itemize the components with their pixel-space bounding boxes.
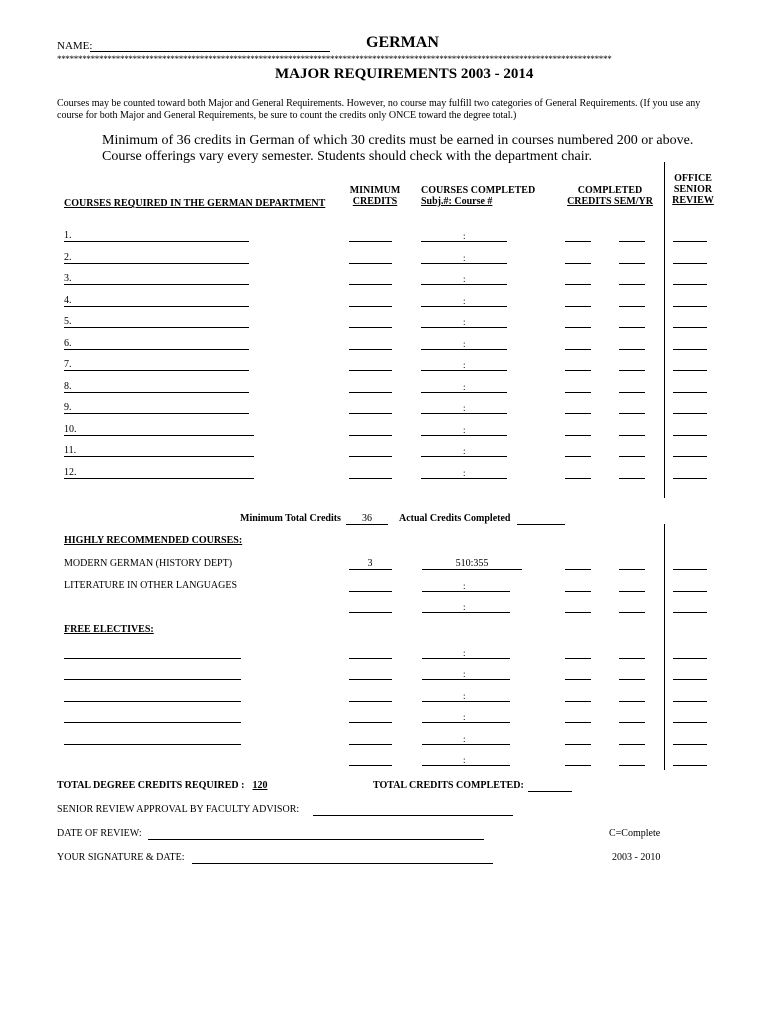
row-5-course-field[interactable] bbox=[421, 327, 507, 328]
intro-note-line2: course for both Major and General Requirements, be sure to count the credits only ONCE toward the degree total.) bbox=[57, 110, 517, 121]
literature-row-1-office-review-field[interactable] bbox=[673, 591, 707, 592]
elective-row-4-course-name-field[interactable] bbox=[64, 722, 241, 723]
row-4-course-name-field[interactable] bbox=[64, 306, 249, 307]
name-field[interactable] bbox=[90, 51, 330, 52]
row-3-course-name-field[interactable] bbox=[64, 284, 249, 285]
row-2-number: 2. bbox=[64, 251, 72, 263]
row-12-course-name-field[interactable] bbox=[64, 478, 254, 479]
row-12-number: 12. bbox=[64, 466, 77, 478]
row-12-sem-yr-field[interactable] bbox=[619, 478, 645, 479]
elective-row-4-office-review-field[interactable] bbox=[673, 722, 707, 723]
row-10-course-field[interactable] bbox=[421, 435, 507, 436]
row-9-separator: : bbox=[463, 403, 466, 413]
elective-row-3-credits-completed-field[interactable] bbox=[565, 701, 591, 702]
elective-row-2-course-name-field[interactable] bbox=[64, 679, 241, 680]
row-8-number: 8. bbox=[64, 380, 72, 392]
row-10-separator: : bbox=[463, 424, 466, 435]
signature-date-field[interactable] bbox=[192, 863, 493, 864]
courses-required-header: COURSES REQUIRED IN THE GERMAN DEPARTMENT bbox=[64, 198, 326, 209]
modern-german-credits-line bbox=[349, 569, 392, 570]
row-2-min-credits-field[interactable] bbox=[349, 263, 392, 264]
row-5-credits-completed-field[interactable] bbox=[565, 327, 591, 328]
row-6-separator: : bbox=[463, 338, 466, 349]
elective-row-5-min-credits-field[interactable] bbox=[349, 744, 392, 745]
row-11-course-field[interactable] bbox=[421, 456, 507, 457]
elective-row-2-office-review-field[interactable] bbox=[673, 679, 707, 680]
row-8-separator: : bbox=[463, 381, 466, 392]
total-credits-completed-field[interactable] bbox=[528, 791, 572, 792]
literature-row-2-separator: : bbox=[463, 602, 466, 612]
row-1-separator: : bbox=[463, 231, 466, 241]
elective-row-5-separator: : bbox=[463, 734, 466, 744]
row-6-sem-yr-field[interactable] bbox=[619, 349, 645, 350]
elective-row-6-credits-completed-field[interactable] bbox=[565, 765, 591, 766]
row-11-sem-yr-field[interactable] bbox=[619, 456, 645, 457]
row-8-credits-completed-field[interactable] bbox=[565, 392, 591, 393]
elective-row-5-course-name-field[interactable] bbox=[64, 744, 241, 745]
row-4-sem-yr-field[interactable] bbox=[619, 306, 645, 307]
elective-row-3-office-review-field[interactable] bbox=[673, 701, 707, 702]
row-11-office-review-field[interactable] bbox=[673, 456, 707, 457]
row-1-min-credits-field[interactable] bbox=[349, 241, 392, 242]
date-of-review-field[interactable] bbox=[148, 839, 484, 840]
office-column-rule bbox=[664, 162, 665, 498]
row-1-sem-yr-field[interactable] bbox=[619, 241, 645, 242]
elective-row-2-credits-completed-field[interactable] bbox=[565, 679, 591, 680]
row-6-course-name-field[interactable] bbox=[64, 349, 249, 350]
elective-row-1-sem-yr-field[interactable] bbox=[619, 658, 645, 659]
row-3-number: 3. bbox=[64, 273, 72, 284]
row-1-course-field[interactable] bbox=[421, 241, 507, 242]
elective-row-4-separator: : bbox=[463, 712, 466, 722]
row-6-office-review-field[interactable] bbox=[673, 349, 707, 350]
row-9-office-review-field[interactable] bbox=[673, 413, 707, 414]
legend-complete: C=Complete bbox=[609, 828, 661, 839]
row-10-min-credits-field[interactable] bbox=[349, 435, 392, 436]
elective-row-3-min-credits-field[interactable] bbox=[349, 701, 392, 702]
row-4-course-field[interactable] bbox=[421, 306, 507, 307]
row-8-sem-yr-field[interactable] bbox=[619, 392, 645, 393]
literature-row-2-credits-completed-field[interactable] bbox=[565, 612, 591, 613]
row-8-course-name-field[interactable] bbox=[64, 392, 249, 393]
literature-label: LITERATURE IN OTHER LANGUAGES bbox=[64, 580, 238, 591]
row-10-credits-completed-field[interactable] bbox=[565, 435, 591, 436]
literature-row-2-sem-yr-field[interactable] bbox=[619, 612, 645, 613]
row-6-course-field[interactable] bbox=[421, 349, 507, 350]
row-2-separator: : bbox=[463, 252, 466, 263]
elective-row-6-office-review-field[interactable] bbox=[673, 765, 707, 766]
row-12-separator: : bbox=[463, 467, 466, 478]
elective-row-4-credits-completed-field[interactable] bbox=[565, 722, 591, 723]
row-10-number: 10. bbox=[64, 423, 77, 435]
modern-german-credits: 3 bbox=[367, 558, 373, 569]
row-4-min-credits-field[interactable] bbox=[349, 306, 392, 307]
row-3-credits-completed-field[interactable] bbox=[565, 284, 591, 285]
elective-row-2-sem-yr-field[interactable] bbox=[619, 679, 645, 680]
star-divider: ************************************************************************************************************************************ bbox=[57, 54, 612, 64]
minimum-total-credits-label: Minimum Total Credits bbox=[240, 513, 341, 524]
row-9-sem-yr-field[interactable] bbox=[619, 413, 645, 414]
row-11-credits-completed-field[interactable] bbox=[565, 456, 591, 457]
row-12-credits-completed-field[interactable] bbox=[565, 478, 591, 479]
literature-row-1-sem-yr-field[interactable] bbox=[619, 591, 645, 592]
office-column-rule-lower bbox=[664, 524, 665, 770]
row-7-min-credits-field[interactable] bbox=[349, 370, 392, 371]
minimum-note-line2: Course offerings vary every semester. Students should check with the department chair. bbox=[102, 149, 592, 164]
row-3-separator: : bbox=[463, 274, 466, 284]
row-7-separator: : bbox=[463, 360, 466, 370]
row-9-min-credits-field[interactable] bbox=[349, 413, 392, 414]
row-6-min-credits-field[interactable] bbox=[349, 349, 392, 350]
elective-row-6-course-field[interactable] bbox=[422, 765, 510, 766]
row-10-office-review-field[interactable] bbox=[673, 435, 707, 436]
row-9-number: 9. bbox=[64, 402, 72, 413]
literature-row-1-course-field[interactable] bbox=[422, 591, 510, 592]
modern-german-office-review[interactable] bbox=[673, 569, 707, 570]
row-4-credits-completed-field[interactable] bbox=[565, 306, 591, 307]
elective-row-2-min-credits-field[interactable] bbox=[349, 679, 392, 680]
row-7-office-review-field[interactable] bbox=[673, 370, 707, 371]
elective-row-2-course-field[interactable] bbox=[422, 679, 510, 680]
minimum-total-underline bbox=[346, 524, 388, 525]
row-1-credits-completed-field[interactable] bbox=[565, 241, 591, 242]
row-11-number: 11. bbox=[64, 445, 77, 456]
row-4-office-review-field[interactable] bbox=[673, 306, 707, 307]
row-3-sem-yr-field[interactable] bbox=[619, 284, 645, 285]
literature-row-2-course-field[interactable] bbox=[422, 612, 510, 613]
senior-review-approval-label: SENIOR REVIEW APPROVAL BY FACULTY ADVISOR: bbox=[57, 804, 300, 815]
elective-row-1-course-name-field[interactable] bbox=[64, 658, 241, 659]
total-degree-credits-value: 120 bbox=[252, 780, 268, 791]
literature-row-2-min-credits-field[interactable] bbox=[349, 612, 392, 613]
elective-row-5-credits-completed-field[interactable] bbox=[565, 744, 591, 745]
row-3-min-credits-field[interactable] bbox=[349, 284, 392, 285]
modern-german-course-line bbox=[422, 569, 522, 570]
elective-row-1-office-review-field[interactable] bbox=[673, 658, 707, 659]
intro-note-line1: Courses may be counted toward both Major and General Requirements. However, no course may fulfill two categories of General Requirements. (If you use any bbox=[57, 98, 701, 109]
row-7-credits-completed-field[interactable] bbox=[565, 370, 591, 371]
row-2-course-name-field[interactable] bbox=[64, 263, 249, 264]
elective-row-5-office-review-field[interactable] bbox=[673, 744, 707, 745]
row-11-course-name-field[interactable] bbox=[64, 456, 254, 457]
elective-row-4-min-credits-field[interactable] bbox=[349, 722, 392, 723]
elective-row-6-separator: : bbox=[463, 755, 466, 765]
row-7-number: 7. bbox=[64, 359, 72, 370]
modern-german-credits-completed[interactable] bbox=[565, 569, 591, 570]
actual-credits-field[interactable] bbox=[517, 524, 565, 525]
elective-row-2-separator: : bbox=[463, 669, 466, 679]
row-12-course-field[interactable] bbox=[421, 478, 507, 479]
elective-row-4-course-field[interactable] bbox=[422, 722, 510, 723]
elective-row-3-course-name-field[interactable] bbox=[64, 701, 241, 702]
modern-german-sem-yr[interactable] bbox=[619, 569, 645, 570]
row-1-number: 1. bbox=[64, 230, 72, 241]
completed-credits-header: COMPLETED CREDITS SEM/YR bbox=[567, 185, 653, 207]
row-8-office-review-field[interactable] bbox=[673, 392, 707, 393]
row-8-course-field[interactable] bbox=[421, 392, 507, 393]
elective-row-5-sem-yr-field[interactable] bbox=[619, 744, 645, 745]
actual-credits-label: Actual Credits Completed bbox=[399, 513, 511, 524]
row-9-credits-completed-field[interactable] bbox=[565, 413, 591, 414]
row-5-min-credits-field[interactable] bbox=[349, 327, 392, 328]
elective-row-6-min-credits-field[interactable] bbox=[349, 765, 392, 766]
courses-completed-header: COURSES COMPLETED Subj.#: Course # bbox=[421, 185, 536, 207]
minimum-total-credits-value: 36 bbox=[362, 513, 372, 524]
elective-row-4-sem-yr-field[interactable] bbox=[619, 722, 645, 723]
row-5-separator: : bbox=[463, 317, 466, 327]
row-4-separator: : bbox=[463, 295, 466, 306]
row-3-course-field[interactable] bbox=[421, 284, 507, 285]
row-5-sem-yr-field[interactable] bbox=[619, 327, 645, 328]
row-2-course-field[interactable] bbox=[421, 263, 507, 264]
row-8-min-credits-field[interactable] bbox=[349, 392, 392, 393]
elective-row-6-sem-yr-field[interactable] bbox=[619, 765, 645, 766]
row-10-sem-yr-field[interactable] bbox=[619, 435, 645, 436]
row-1-office-review-field[interactable] bbox=[673, 241, 707, 242]
free-electives-heading: FREE ELECTIVES: bbox=[64, 624, 154, 635]
row-9-course-field[interactable] bbox=[421, 413, 507, 414]
minimum-note-line1: Minimum of 36 credits in German of which 30 credits must be earned in courses numbered 200 or above. bbox=[102, 133, 694, 148]
elective-row-1-min-credits-field[interactable] bbox=[349, 658, 392, 659]
row-10-course-name-field[interactable] bbox=[64, 435, 254, 436]
literature-row-2-office-review-field[interactable] bbox=[673, 612, 707, 613]
recommended-heading: HIGHLY RECOMMENDED COURSES: bbox=[64, 535, 243, 546]
senior-review-approval-field[interactable] bbox=[313, 815, 513, 816]
row-11-min-credits-field[interactable] bbox=[349, 456, 392, 457]
elective-row-5-course-field[interactable] bbox=[422, 744, 510, 745]
row-11-separator: : bbox=[463, 446, 466, 456]
row-2-sem-yr-field[interactable] bbox=[619, 263, 645, 264]
department-title: GERMAN bbox=[366, 34, 439, 51]
row-12-min-credits-field[interactable] bbox=[349, 478, 392, 479]
signature-date-label: YOUR SIGNATURE & DATE: bbox=[57, 852, 185, 863]
elective-row-1-separator: : bbox=[463, 648, 466, 658]
modern-german-course: 510:355 bbox=[455, 558, 489, 569]
literature-row-1-min-credits-field[interactable] bbox=[349, 591, 392, 592]
row-5-number: 5. bbox=[64, 316, 72, 327]
row-2-office-review-field[interactable] bbox=[673, 263, 707, 264]
row-7-course-field[interactable] bbox=[421, 370, 507, 371]
elective-row-3-sem-yr-field[interactable] bbox=[619, 701, 645, 702]
literature-row-1-credits-completed-field[interactable] bbox=[565, 591, 591, 592]
row-4-number: 4. bbox=[64, 294, 72, 306]
row-5-office-review-field[interactable] bbox=[673, 327, 707, 328]
row-12-office-review-field[interactable] bbox=[673, 478, 707, 479]
row-7-sem-yr-field[interactable] bbox=[619, 370, 645, 371]
total-degree-credits-label: TOTAL DEGREE CREDITS REQUIRED : bbox=[57, 780, 245, 791]
elective-row-3-course-field[interactable] bbox=[422, 701, 510, 702]
office-senior-review-header: OFFICE SENIOR REVIEW bbox=[672, 173, 714, 206]
minimum-credits-header: MINIMUM CREDITS bbox=[349, 185, 401, 207]
row-6-number: 6. bbox=[64, 337, 72, 349]
row-2-credits-completed-field[interactable] bbox=[565, 263, 591, 264]
page-title: MAJOR REQUIREMENTS 2003 - 2014 bbox=[275, 66, 534, 82]
literature-row-1-separator: : bbox=[463, 581, 466, 591]
total-credits-completed-label: TOTAL CREDITS COMPLETED: bbox=[373, 780, 524, 791]
revision-years: 2003 - 2010 bbox=[612, 852, 661, 863]
row-9-course-name-field[interactable] bbox=[64, 413, 249, 414]
modern-german-label: MODERN GERMAN (HISTORY DEPT) bbox=[64, 558, 233, 569]
row-3-office-review-field[interactable] bbox=[673, 284, 707, 285]
row-1-course-name-field[interactable] bbox=[64, 241, 249, 242]
date-of-review-label: DATE OF REVIEW: bbox=[57, 828, 142, 839]
row-6-credits-completed-field[interactable] bbox=[565, 349, 591, 350]
elective-row-1-credits-completed-field[interactable] bbox=[565, 658, 591, 659]
elective-row-3-separator: : bbox=[463, 691, 466, 701]
row-5-course-name-field[interactable] bbox=[64, 327, 249, 328]
name-label: NAME: bbox=[57, 40, 93, 52]
elective-row-1-course-field[interactable] bbox=[422, 658, 510, 659]
row-7-course-name-field[interactable] bbox=[64, 370, 249, 371]
